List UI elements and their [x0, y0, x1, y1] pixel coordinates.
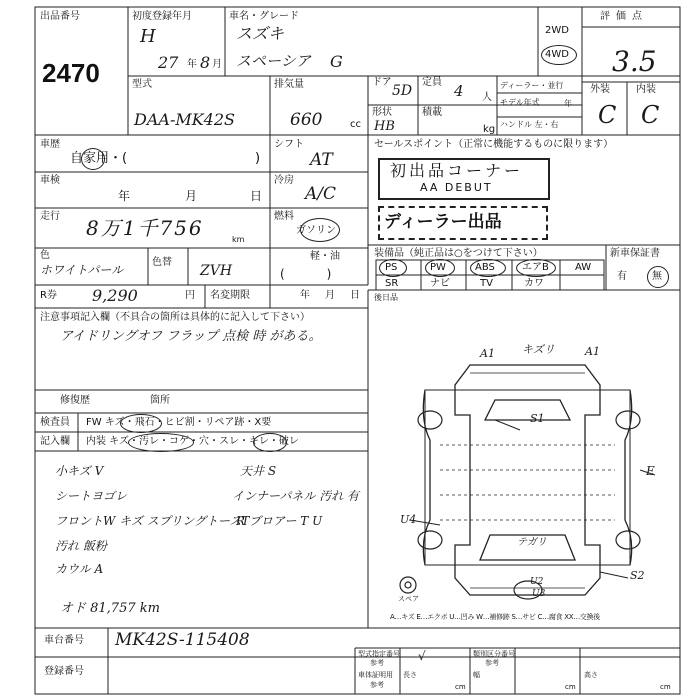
capacity-label: 定員	[422, 77, 442, 88]
equip-navi: ナビ	[430, 278, 450, 289]
fuel-bracket: ( )	[280, 267, 332, 281]
reference-label-1: 参考	[370, 659, 384, 667]
rating-value: 3.5	[612, 45, 657, 78]
classification-label: 類別区分番号	[473, 650, 515, 658]
repair-where: 箇所	[150, 395, 170, 406]
equip-pw: PW	[430, 262, 446, 273]
equip-ps: PS	[385, 262, 398, 273]
stain-circle	[128, 433, 194, 452]
debut-stamp-sub: AA DEBUT	[420, 181, 493, 194]
defect-note-8: R ブロアー T U	[236, 514, 323, 528]
abs-circle	[470, 259, 506, 277]
warranty-label: 新車保証書	[610, 248, 660, 259]
private-use-circle	[81, 148, 105, 170]
debut-stamp	[378, 158, 550, 200]
lot-number: 2470	[42, 58, 100, 88]
drive-2wd: 2WD	[545, 25, 569, 36]
dealer-stamp	[378, 206, 548, 240]
scratch-circle	[120, 414, 162, 433]
repair-label: 修復歴	[60, 395, 90, 406]
registration-label: 登録番号	[44, 666, 84, 677]
era-value: H	[140, 26, 156, 47]
shift-label: シフト	[274, 139, 304, 150]
mark-bottom-3: U3	[532, 589, 546, 599]
color-value: ホワイトパール	[40, 263, 124, 277]
mark-left: U4	[400, 513, 417, 526]
spare-label: スペア	[398, 595, 419, 603]
shape-label: 形状	[372, 107, 392, 118]
ac-value: A/C	[305, 184, 337, 204]
equip-airbag: エアB	[522, 262, 549, 273]
exterior-grade: C	[598, 101, 617, 129]
chassis-label: 車台番号	[44, 635, 84, 646]
width-cm: cm	[565, 683, 576, 691]
defect-note-7: インナーパネル 汚れ 有	[232, 489, 360, 503]
model-value: スペーシア	[236, 52, 311, 70]
defect-note-2: シートヨゴレ	[55, 489, 128, 503]
door-label: ドア	[372, 77, 392, 88]
width-label: 幅	[473, 671, 480, 679]
rating-label: 評価点	[600, 11, 648, 22]
defect-note-5: カウル A	[55, 562, 104, 576]
mark-top-left: A1	[480, 347, 495, 360]
inspection-day: 日	[250, 189, 263, 203]
color-label: 色	[40, 250, 50, 261]
notes-label: 注意事項記入欄（不具合の箇所は具体的に記入して下さい）	[40, 312, 310, 323]
mark-bottom-2: U2	[530, 577, 544, 587]
reference-label-2: 参考	[485, 659, 499, 667]
inspector-entry-label: 記入欄	[40, 436, 70, 447]
interior-label: 内装	[636, 84, 656, 95]
history-value: 自家用・(	[70, 151, 128, 166]
inspector-label: 検査員	[40, 417, 70, 428]
maker-value: スズキ	[236, 24, 285, 43]
notes-text: アイドリングオフ フラップ 点検 時 がある。	[60, 329, 322, 344]
mileage-unit: km	[232, 235, 245, 244]
year-value: 27	[158, 53, 179, 72]
mark-top-right: A1	[585, 345, 600, 358]
debut-stamp-title: 初出品コーナー	[390, 161, 524, 180]
displacement-unit: cc	[350, 119, 361, 130]
mark-right: E	[646, 464, 655, 478]
ps-circle	[379, 259, 407, 277]
inspection-year: 年	[118, 189, 131, 203]
fuel-value: ガソリン	[296, 225, 336, 236]
ac-label: 冷房	[274, 175, 294, 186]
mark-center: S1	[530, 412, 545, 425]
first-registration-label: 初度登録年月	[132, 11, 192, 22]
name-change-year: 年	[300, 290, 310, 301]
model-year-unit: 年	[564, 99, 572, 108]
drive-4wd-circle	[541, 45, 577, 65]
drive-4wd: 4WD	[545, 49, 569, 60]
color-change-label: 色替	[152, 257, 172, 268]
car-name-label: 車名・グレード	[229, 11, 299, 22]
name-change-day: 日	[350, 290, 360, 301]
shift-value: AT	[310, 150, 333, 170]
handle-label: ハンドル 左・右	[500, 120, 559, 129]
equip-tv: TV	[480, 278, 493, 289]
dealer-label: ディーラー・並行	[500, 81, 564, 90]
equip-abs: ABS	[475, 262, 495, 273]
model-year-label: モデル年式	[500, 98, 540, 107]
defect-note-6: 天井 S	[240, 464, 277, 478]
door-value: 5D	[392, 83, 413, 99]
wear-circle	[253, 433, 287, 452]
inspection-label: 車検	[40, 175, 60, 186]
shape-value: HB	[374, 119, 395, 134]
fuel-circle	[300, 218, 340, 242]
load-label: 積載	[422, 107, 442, 118]
mileage-label: 走行	[40, 211, 60, 222]
mark-bottom-4: S2	[630, 569, 645, 582]
aftermarket-label: 後日品	[374, 293, 398, 302]
warranty-yes: 有	[617, 271, 627, 282]
equipment-label: 装備品（純正品は○をつけて下さい）	[374, 248, 543, 259]
airbag-circle	[516, 259, 556, 277]
height-cm: cm	[660, 683, 671, 691]
capacity-value: 4	[454, 82, 464, 100]
interior-grade: C	[641, 101, 660, 129]
length-label: 長さ	[403, 671, 417, 679]
name-change-label: 名変期限	[210, 290, 250, 301]
warranty-no-circle	[647, 266, 669, 288]
equip-leather: カワ	[524, 278, 544, 289]
grade-value: G	[330, 52, 343, 71]
chassis-value: MK42S-115408	[115, 630, 250, 650]
mileage-value: 8万1千756	[86, 216, 204, 240]
reference-label-3: 参考	[370, 681, 384, 689]
mark-bottom-1: テガリ	[517, 537, 547, 548]
month-unit: 月	[212, 59, 222, 70]
check-mark: √	[418, 649, 426, 663]
model-designation-label: 型式指定番号	[358, 650, 400, 658]
type-value: DAA-MK42S	[134, 110, 235, 129]
warranty-no: 無	[652, 271, 662, 282]
defect-note-3: フロントW キズ スプリングトースT	[55, 514, 250, 528]
history-label: 車歴	[40, 139, 60, 150]
history-close: )	[255, 151, 261, 166]
defect-note-1: 小キズ V	[55, 464, 104, 478]
lot-label: 出品番号	[40, 11, 80, 22]
load-unit: kg	[483, 124, 496, 135]
type-label: 型式	[132, 79, 152, 90]
mark-top-center: キズリ	[522, 343, 555, 356]
cert-label: 車体証明用	[358, 671, 393, 679]
inspector-row2: 内装 キズ・汚レ・コゲ・穴・スレ・キレ・破レ	[86, 436, 299, 447]
fuel-label: 燃料	[274, 211, 294, 222]
recycle-value: 9,290	[92, 286, 138, 305]
displacement-value: 660	[290, 110, 323, 130]
month-value: 8	[200, 53, 211, 72]
fuel-alt: 軽・油	[310, 251, 340, 262]
equip-sr: SR	[385, 278, 399, 289]
pw-circle	[425, 259, 455, 277]
equip-aw: AW	[575, 262, 592, 273]
dealer-stamp-text: ディーラー出品	[384, 212, 502, 232]
sales-point-label: セールスポイント（正常に機能するものに限ります）	[374, 139, 614, 150]
legend-text: A…キズ E…エクボ U…凹み W…補修跡 S…サビ C…腐食 XX…交換後	[390, 613, 600, 621]
color-code: ZVH	[200, 263, 233, 279]
year-unit: 年	[187, 59, 197, 70]
name-change-month: 月	[325, 290, 335, 301]
exterior-label: 外装	[590, 84, 610, 95]
height-label: 高さ	[584, 671, 598, 679]
odometer-note: オド 81,757 km	[60, 601, 160, 616]
capacity-unit: 人	[482, 92, 492, 103]
displacement-label: 排気量	[274, 79, 304, 90]
inspector-row1: FW キズ・飛石・ヒビ割・リペア跡・X要	[86, 417, 272, 428]
recycle-label: R券	[40, 290, 57, 301]
length-cm: cm	[455, 683, 466, 691]
car-diagram	[423, 365, 631, 595]
recycle-unit: 円	[185, 290, 195, 301]
defect-note-4: 汚れ 飯粉	[55, 539, 107, 553]
inspection-month: 月	[185, 189, 198, 203]
